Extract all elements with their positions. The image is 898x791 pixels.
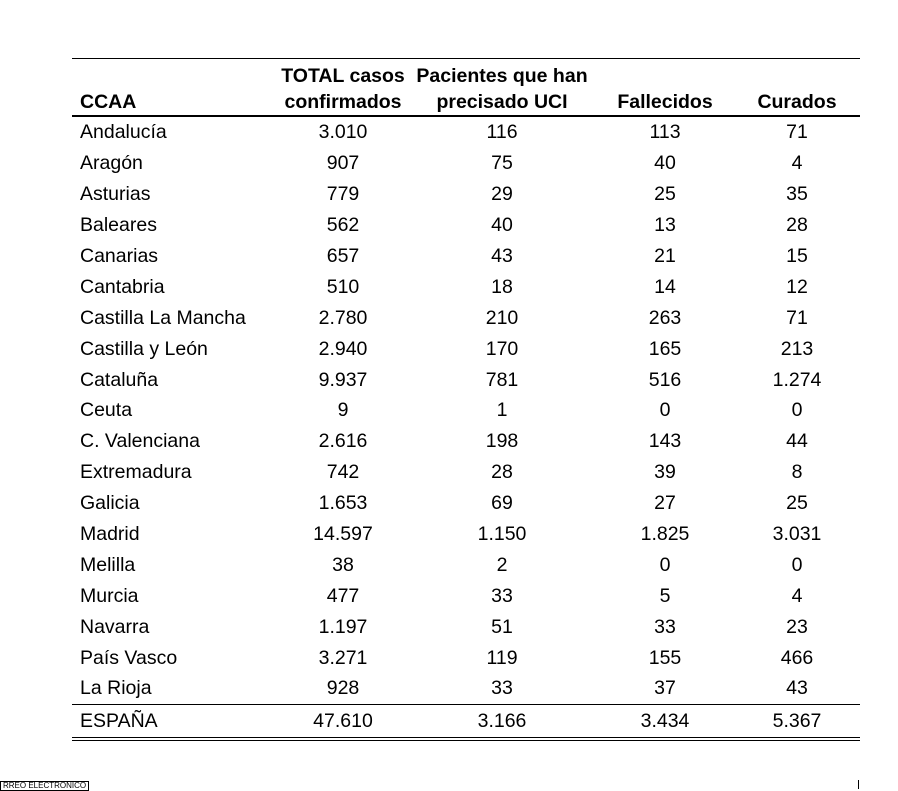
cell-casos: 3.271 (318, 646, 368, 669)
table-row (72, 210, 860, 241)
cell-fallecidos: 516 (648, 368, 682, 391)
header-total-casos-line1: TOTAL casos (281, 65, 405, 87)
cell-curados: 3.031 (772, 523, 822, 546)
cell-ccaa: Cantabria (80, 275, 165, 298)
cell-casos: 1.197 (318, 615, 368, 638)
cell-fallecidos: 39 (654, 461, 676, 484)
cell-casos: 742 (326, 461, 360, 484)
cell-uci: 170 (485, 337, 519, 360)
cell-curados: 28 (786, 214, 808, 237)
cell-casos: 907 (326, 152, 360, 175)
cell-fallecidos: 13 (654, 214, 676, 237)
table-row (72, 302, 860, 333)
cell-fallecidos: 1.825 (640, 523, 690, 546)
cell-curados: 0 (791, 399, 803, 422)
cell-casos: 9 (337, 399, 349, 422)
cell-casos: 2.780 (318, 306, 368, 329)
header-uci (408, 61, 596, 116)
cell-fallecidos: 155 (648, 646, 682, 669)
cell-curados: 4 (791, 152, 803, 175)
cell-fallecidos: 21 (654, 245, 676, 267)
header-fallecidos-line2: Fallecidos (617, 91, 713, 113)
header-ccaa-line2: CCAA (80, 91, 137, 113)
cell-casos: 2.940 (318, 337, 368, 360)
cell-casos: 779 (326, 183, 360, 206)
table-footer (72, 704, 860, 739)
cell-curados: 25 (786, 492, 808, 515)
cell-fallecidos: 263 (648, 306, 682, 329)
cell-fallecidos: 27 (654, 492, 676, 515)
cell-casos: 477 (326, 584, 360, 607)
header-uci-line1: Pacientes que han (416, 65, 588, 87)
table-body (72, 116, 860, 704)
cell-curados: 15 (786, 245, 808, 267)
table-row (72, 642, 860, 673)
cell-curados: 12 (786, 275, 808, 298)
header-fallecidos (596, 61, 734, 116)
edge-mark (858, 780, 859, 789)
cell-curados: 44 (786, 430, 808, 453)
cell-ccaa: Murcia (80, 584, 139, 607)
cell-fallecidos: 165 (648, 337, 682, 360)
total-curados: 5.367 (734, 704, 860, 739)
table-row (72, 364, 860, 395)
cell-ccaa: Ceuta (80, 399, 133, 422)
cell-casos: 38 (332, 553, 354, 576)
total-row (72, 704, 860, 739)
cell-uci: 119 (486, 646, 518, 669)
cell-uci: 33 (491, 677, 513, 700)
header-row (72, 61, 860, 116)
header-total-casos (278, 61, 408, 116)
cell-fallecidos: 37 (654, 677, 676, 700)
cell-curados: 213 (780, 337, 814, 360)
table-row (72, 519, 860, 550)
cell-ccaa: La Rioja (80, 677, 152, 700)
cell-uci: 210 (485, 306, 519, 329)
cell-curados: 8 (791, 461, 803, 484)
header-ccaa (72, 61, 278, 116)
header-uci-line2: precisado UCI (436, 91, 568, 113)
cell-ccaa: Canarias (80, 245, 159, 267)
table-row (72, 673, 860, 704)
cell-casos: 562 (326, 214, 360, 237)
cell-fallecidos: 33 (654, 615, 676, 638)
cell-uci: 116 (486, 121, 518, 144)
cell-ccaa: País Vasco (80, 646, 178, 669)
cell-curados: 23 (786, 615, 808, 638)
cell-ccaa: C. Valenciana (80, 430, 200, 453)
cell-fallecidos: 25 (654, 183, 676, 206)
table-row (72, 580, 860, 611)
total-uci: 3.166 (408, 704, 596, 739)
cell-uci: 40 (491, 214, 513, 237)
header-curados-line2: Curados (757, 91, 837, 113)
cell-uci: 198 (485, 430, 519, 453)
table-row (72, 148, 860, 179)
table-row (72, 488, 860, 519)
table-row (72, 271, 860, 302)
cell-fallecidos: 113 (649, 121, 681, 144)
cell-ccaa: Melilla (80, 553, 136, 576)
cell-casos: 928 (326, 677, 360, 700)
cell-uci: 51 (491, 615, 513, 638)
cell-curados: 1.274 (772, 368, 822, 391)
cell-uci: 43 (491, 245, 513, 267)
table-row (72, 241, 860, 272)
cell-fallecidos: 143 (648, 430, 682, 453)
cell-ccaa: Madrid (80, 523, 140, 546)
cell-ccaa: Galicia (80, 492, 140, 515)
table-row (72, 426, 860, 457)
cell-uci: 2 (496, 553, 508, 576)
cell-uci: 18 (491, 275, 513, 298)
cell-curados: 466 (780, 646, 814, 669)
cell-uci: 781 (485, 368, 519, 391)
total-ccaa: ESPAÑA (72, 704, 278, 739)
table-row (72, 395, 860, 426)
cell-ccaa: Navarra (80, 615, 150, 638)
top-rule (72, 58, 860, 59)
cell-curados: 35 (786, 183, 808, 206)
cell-uci: 75 (491, 152, 513, 175)
cell-fallecidos: 14 (654, 275, 676, 298)
cell-curados: 43 (786, 677, 808, 700)
cell-uci: 29 (491, 183, 513, 206)
total-fallecidos: 3.434 (596, 704, 734, 739)
cell-uci: 1.150 (477, 523, 527, 546)
cell-casos: 3.010 (318, 121, 368, 144)
cell-casos: 14.597 (313, 523, 373, 546)
table-row (72, 116, 860, 148)
footer-stamp: RREO ELECTRONICO (0, 781, 89, 791)
cell-curados: 0 (791, 553, 803, 576)
cell-casos: 510 (326, 275, 360, 298)
cell-casos: 9.937 (318, 368, 368, 391)
cell-ccaa: Castilla y León (80, 337, 208, 360)
table-row (72, 611, 860, 642)
covid-ccaa-table (72, 61, 860, 741)
cell-fallecidos: 0 (659, 553, 671, 576)
cell-curados: 71 (786, 121, 808, 144)
table-row (72, 457, 860, 488)
table-row (72, 549, 860, 580)
cell-ccaa: Extremadura (80, 461, 192, 484)
total-casos: 47.610 (278, 704, 408, 739)
cell-uci: 69 (491, 492, 513, 515)
cell-ccaa: Cataluña (80, 368, 159, 391)
cell-fallecidos: 5 (659, 584, 671, 607)
cell-fallecidos: 40 (654, 152, 676, 175)
cell-casos: 1.653 (318, 492, 368, 515)
cell-casos: 2.616 (318, 430, 368, 453)
cell-ccaa: Castilla La Mancha (80, 306, 246, 329)
cell-uci: 28 (491, 461, 513, 484)
cell-uci: 1 (496, 399, 508, 422)
header-curados (734, 61, 860, 116)
cell-ccaa: Aragón (80, 152, 143, 175)
cell-curados: 71 (786, 306, 808, 329)
cell-fallecidos: 0 (659, 399, 671, 422)
table-row (72, 333, 860, 364)
cell-ccaa: Baleares (80, 214, 157, 237)
cell-ccaa: Andalucía (80, 121, 167, 144)
table-header (72, 61, 860, 116)
cell-ccaa: Asturias (80, 183, 151, 206)
cell-curados: 4 (791, 584, 803, 607)
cell-uci: 33 (491, 584, 513, 607)
table-row (72, 179, 860, 210)
header-total-casos-line2: confirmados (284, 91, 402, 113)
cell-casos: 657 (326, 245, 360, 267)
